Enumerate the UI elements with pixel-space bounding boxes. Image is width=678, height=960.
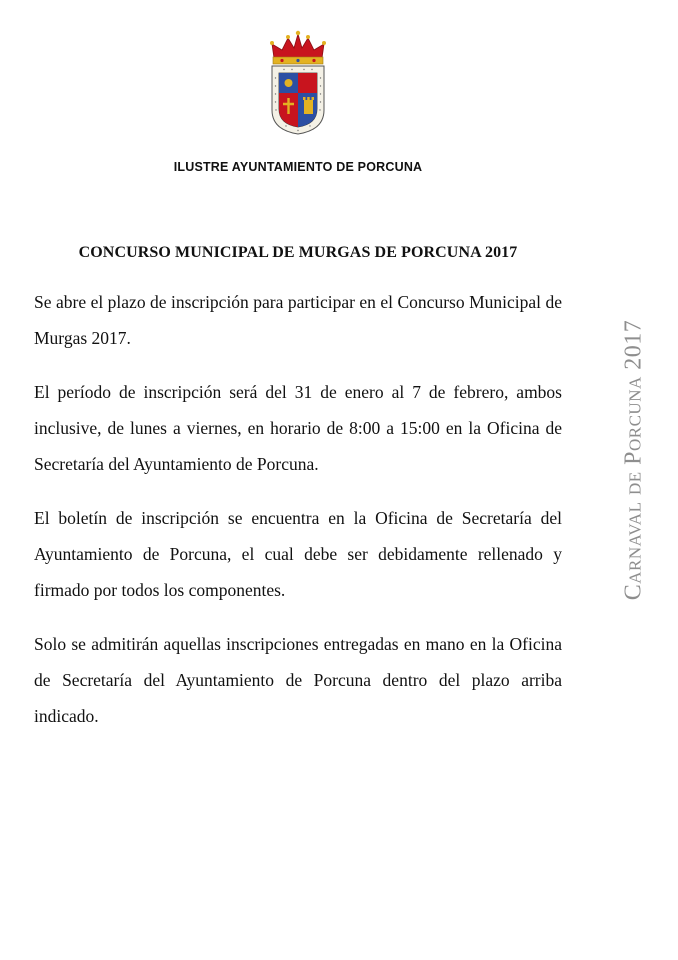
- municipal-coat-of-arms-icon: [266, 30, 330, 136]
- document-body: [34, 284, 562, 752]
- paragraph-registration-period: El período de inscripción será del 31 de enero al 7 de febrero, ambos inclusive, de lunes a viernes, en horario de 8:00 a 15:00 en la Oficina de Secretaría del Ayuntamiento de Porcuna.: [34, 382, 562, 474]
- side-event-mark: [614, 300, 654, 620]
- side-event-mark-text: Carnaval de Porcuna 2017: [620, 319, 647, 601]
- paragraph-delivery-conditions: Solo se admitirán aquellas inscripciones entregadas en mano en la Oficina de Secretaría del Ayuntamiento de Porcuna dentro del plazo arriba indicado.: [34, 634, 562, 726]
- paragraph-registration-form: El boletín de inscripción se encuentra en la Oficina de Secretaría del Ayuntamiento de Porcuna, el cual debe ser debidamente rellenado y firmado por todos los componentes.: [34, 508, 562, 600]
- document-title: CONCURSO MUNICIPAL DE MURGAS DE PORCUNA 2017: [78, 244, 518, 261]
- authority-name: ILUSTRE AYUNTAMIENTO DE PORCUNA: [173, 160, 423, 174]
- paragraph-registration-open: Se abre el plazo de inscripción para participar en el Concurso Municipal de Murgas 2017.: [34, 292, 562, 348]
